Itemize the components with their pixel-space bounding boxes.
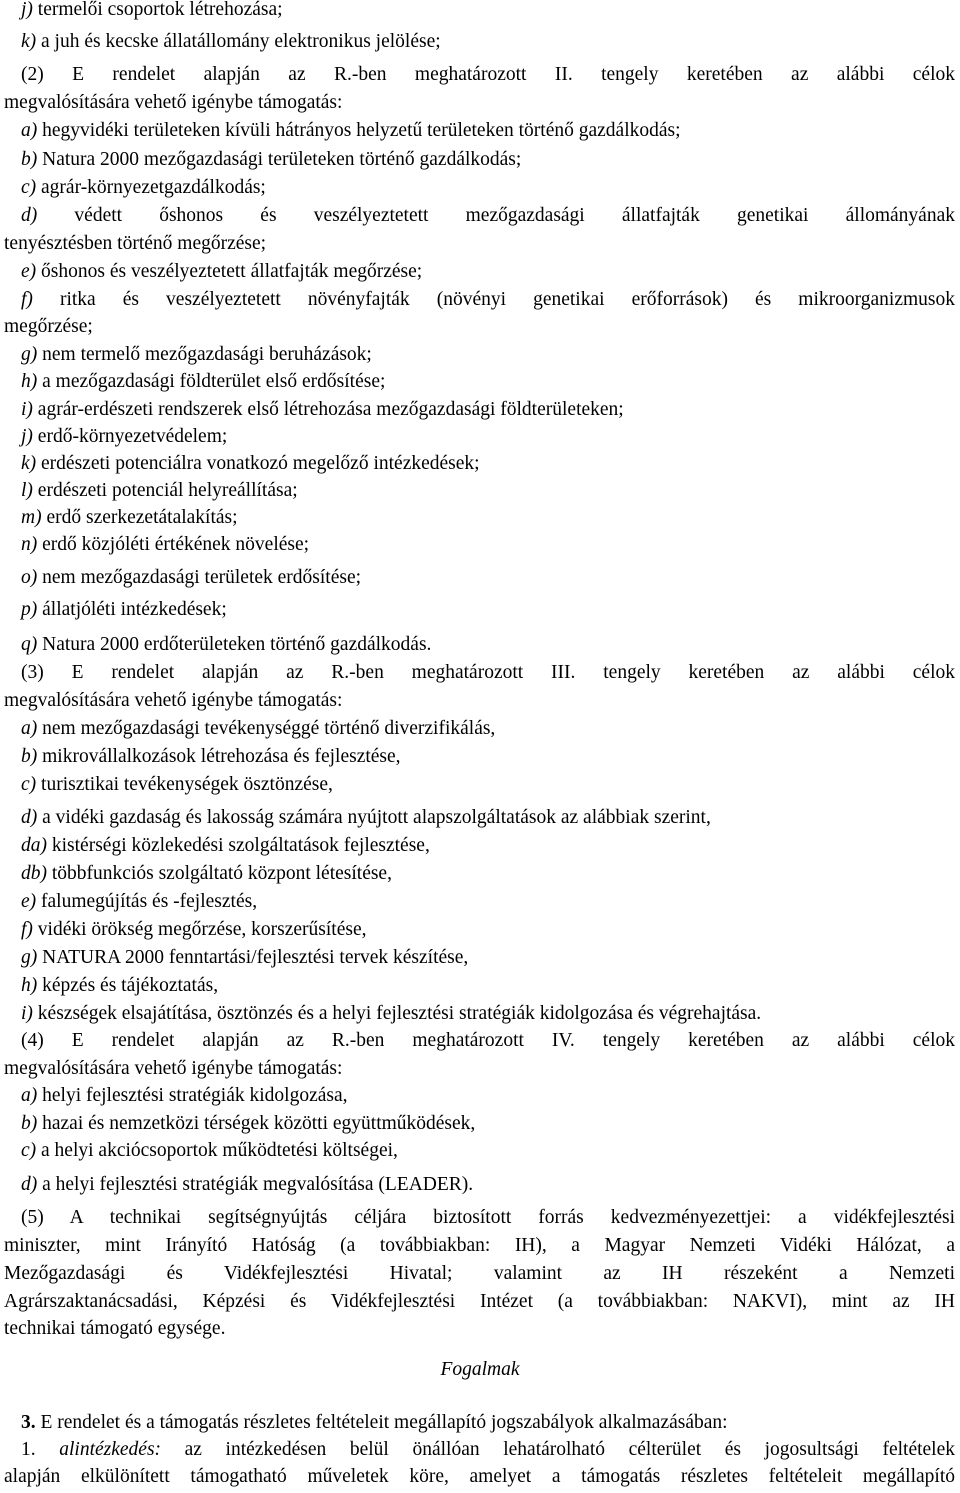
paragraph-5-line: miniszter, mint Irányító Hatóság (a továbbiakban: IH), a Magyar Nemzeti Vidéki Hálózat, a	[4, 1235, 955, 1256]
paragraph-5-line: (5) A technikai segítségnyújtás céljára biztosított forrás kedvezményezettjei: a vidékfejlesztési	[21, 1207, 955, 1228]
list-item: h) képzés és tájékoztatás,	[21, 975, 219, 996]
list-item: g) NATURA 2000 fenntartási/fejlesztési tervek készítése,	[21, 947, 469, 968]
paragraph-2-cont: megvalósítására vehető igénybe támogatás:	[4, 92, 343, 113]
list-item: d) a vidéki gazdaság és lakosság számára nyújtott alapszolgáltatások az alábbiak szerint,	[21, 807, 711, 828]
list-item: d) a helyi fejlesztési stratégiák megvalósítása (LEADER).	[21, 1174, 474, 1195]
list-item: j) termelői csoportok létrehozása;	[21, 0, 283, 20]
list-item: n) erdő közjóléti értékének növelése;	[21, 534, 310, 555]
list-item: e) falumegújítás és -fejlesztés,	[21, 891, 258, 912]
list-item: k) erdészeti potenciálra vonatkozó megelőző intézkedések;	[21, 453, 480, 474]
list-item: b) mikrovállalkozások létrehozása és fejlesztése,	[21, 746, 401, 767]
list-item: b) Natura 2000 mezőgazdasági területeken történő gazdálkodás;	[21, 149, 522, 170]
list-item: c) agrár-környezetgazdálkodás;	[21, 177, 266, 198]
paragraph-3-cont: megvalósítására vehető igénybe támogatás:	[4, 690, 343, 711]
list-item: p) állatjóléti intézkedések;	[21, 599, 227, 620]
list-item: a) helyi fejlesztési stratégiák kidolgozása,	[21, 1085, 348, 1106]
paragraph-2-head: (2) E rendelet alapján az R.-ben meghatározott II. tengely keretében az alábbi célok	[21, 64, 955, 85]
paragraph-5-line: Mezőgazdasági és Vidékfejlesztési Hivatal; valamint az IH részeként a Nemzeti	[4, 1263, 955, 1284]
list-item-cont: tenyésztésben történő megőrzése;	[4, 233, 267, 254]
paragraph-4-head: (4) E rendelet alapján az R.-ben meghatározott IV. tengely keretében az alábbi célok	[21, 1030, 955, 1051]
list-item: h) a mezőgazdasági földterület első erdősítése;	[21, 371, 386, 392]
paragraph-5-last: technikai támogató egysége.	[4, 1318, 226, 1339]
list-item: a) nem mezőgazdasági tevékenységgé történő diverzifikálás,	[21, 718, 496, 739]
definition-1: 1. alintézkedés: az intézkedésen belül önállóan lehatárolható célterület és jogosultsági feltételek	[21, 1439, 955, 1460]
list-item: j) erdő-környezetvédelem;	[21, 426, 228, 447]
section-3-heading: 3. E rendelet és a támogatás részletes feltételeit megállapító jogszabályok alkalmazásában:	[21, 1412, 728, 1433]
list-item: f) ritka és veszélyeztetett növényfajták (növényi genetikai erőforrások) és mikroorganizmusok	[21, 289, 955, 310]
list-item: da) kistérségi közlekedési szolgáltatások fejlesztése,	[21, 835, 430, 856]
definition-1-cont: alapján elkülönített támogatható műveletek köre, amelyet a támogatás részletes feltételeit megállapító	[4, 1466, 955, 1487]
list-item: o) nem mezőgazdasági területek erdősítése;	[21, 567, 362, 588]
list-item: q) Natura 2000 erdőterületeken történő gazdálkodás.	[21, 634, 432, 655]
list-item: g) nem termelő mezőgazdasági beruházások;	[21, 344, 372, 365]
paragraph-4-cont: megvalósítására vehető igénybe támogatás:	[4, 1058, 343, 1079]
list-item: i) készségek elsajátítása, ösztönzés és a helyi fejlesztési stratégiák kidolgozása és végrehajtása.	[21, 1003, 762, 1024]
list-item: e) őshonos és veszélyeztetett állatfajták megőrzése;	[21, 261, 423, 282]
paragraph-5-line: Agrárszaktanácsadási, Képzési és Vidékfejlesztési Intézet (a továbbiakban: NAKVI), mint az IH	[4, 1291, 955, 1312]
list-item: l) erdészeti potenciál helyreállítása;	[21, 480, 298, 501]
list-item: k) a juh és kecske állatállomány elektronikus jelölése;	[21, 31, 441, 52]
list-item: f) vidéki örökség megőrzése, korszerűsítése,	[21, 919, 367, 940]
list-item-cont: megőrzése;	[4, 316, 93, 337]
list-item: c) turisztikai tevékenységek ösztönzése,	[21, 774, 333, 795]
list-item: i) agrár-erdészeti rendszerek első létrehozása mezőgazdasági földterületeken;	[21, 399, 624, 420]
list-item: b) hazai és nemzetközi térségek közötti együttműködések,	[21, 1113, 476, 1134]
section-title: Fogalmak	[440, 1359, 520, 1380]
list-item: c) a helyi akciócsoportok működtetési költségei,	[21, 1140, 398, 1161]
list-item: a) hegyvidéki területeken kívüli hátrányos helyzetű területeken történő gazdálkodás;	[21, 120, 681, 141]
list-item: d) védett őshonos és veszélyeztetett mezőgazdasági állatfajták genetikai állományának	[21, 205, 955, 226]
list-item: db) többfunkciós szolgáltató központ létesítése,	[21, 863, 392, 884]
list-item: m) erdő szerkezetátalakítás;	[21, 507, 238, 528]
paragraph-3-head: (3) E rendelet alapján az R.-ben meghatározott III. tengely keretében az alábbi célok	[21, 662, 955, 683]
